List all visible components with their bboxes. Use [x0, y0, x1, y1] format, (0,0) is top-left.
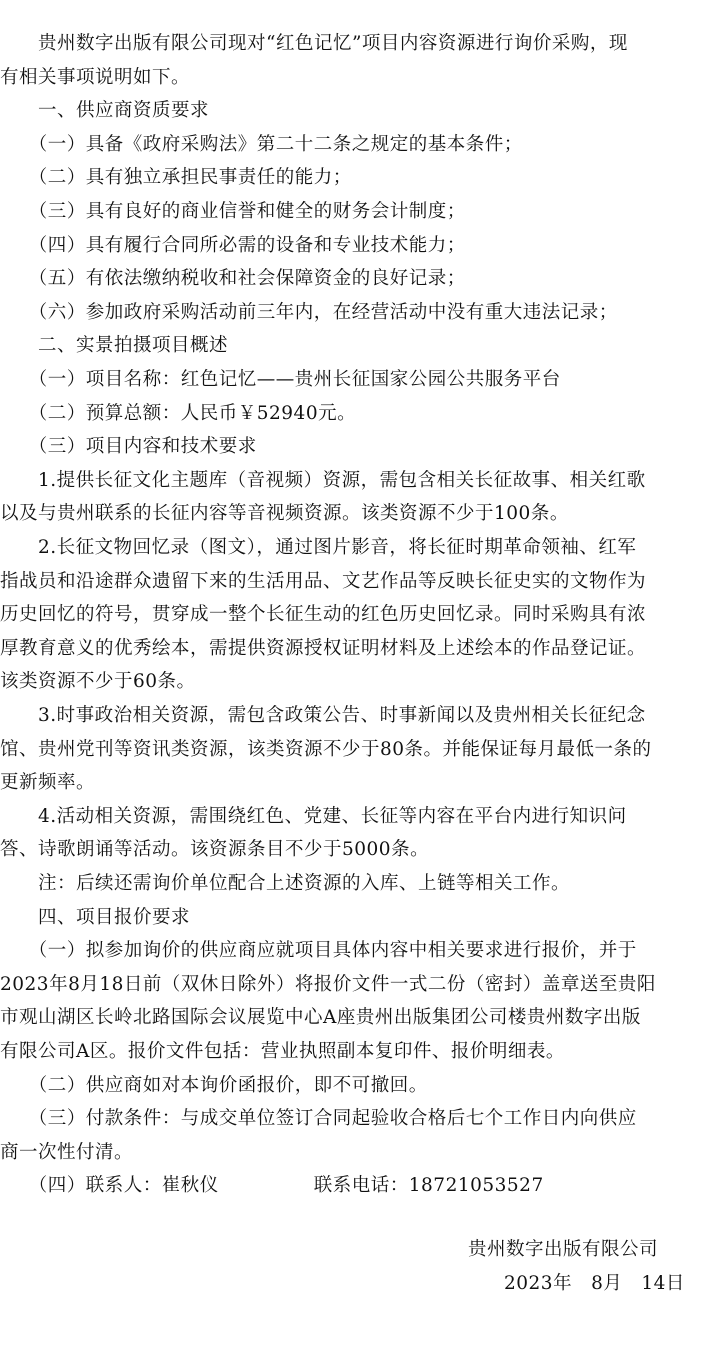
text-line: 4.活动相关资源，需围绕红色、党建、长征等内容在平台内进行知识问	[0, 805, 627, 827]
text-line: 1.提供长征文化主题库（音视频）资源，需包含相关长征故事、相关红歌	[0, 469, 646, 491]
text-line: （六）参加政府采购活动前三年内，在经营活动中没有重大违法记录；	[0, 301, 618, 323]
text-line: 该类资源不少于60条。	[0, 671, 196, 693]
text-line: 指战员和沿途群众遗留下来的生活用品、文艺作品等反映长征史实的文物作为	[0, 570, 647, 592]
text-line: 市观山湖区长岭北路国际会议展览中心A座贵州出版集团公司楼贵州数字出版	[0, 1007, 641, 1029]
text-line: 馆、贵州党刊等资讯类资源，该类资源不少于80条。并能保证每月最低一条的	[0, 738, 652, 760]
text-line: 历史回忆的符号，贯穿成一整个长征生动的红色历史回忆录。同时采购具有浓	[0, 604, 647, 626]
text-line: （三）项目内容和技术要求	[0, 436, 257, 458]
text-line: （五）有依法缴纳税收和社会保障资金的良好记录；	[0, 268, 466, 290]
text-line: （三）具有良好的商业信誉和健全的财务会计制度；	[0, 201, 466, 222]
text-line: （三）付款条件：与成交单位签订合同起验收合格后七个工作日内向供应	[0, 1108, 637, 1130]
signature-date: 2023年 8月 14日	[504, 1273, 685, 1294]
signature-company: 贵州数字出版有限公司	[468, 1239, 659, 1260]
text-line: 二、实景拍摄项目概述	[0, 335, 229, 357]
text-line: 更新频率。	[0, 772, 96, 794]
text-line: （二）具有独立承担民事责任的能力；	[0, 167, 352, 189]
text-line: 2.长征文物回忆录（图文），通过图片影音，将长征时期革命领袖、红军	[0, 537, 637, 558]
text-line: （一）拟参加询价的供应商应就项目具体内容中相关要求进行报价，并于	[0, 940, 637, 962]
text-line: 3.时事政治相关资源，需包含政策公告、时事新闻以及贵州相关长征纪念	[0, 705, 646, 726]
text-line: （四）具有履行合同所必需的设备和专业技术能力；	[0, 234, 466, 256]
text-line: （二）预算总额：人民币￥52940元。	[0, 402, 357, 424]
text-line: 答、诗歌朗诵等活动。该资源条目不少于5000条。	[0, 839, 430, 861]
text-line: 贵州数字出版有限公司现对“红色记忆”项目内容资源进行询价采购，现	[0, 33, 628, 54]
text-line: 商一次性付清。	[0, 1141, 134, 1163]
text-line: 以及与贵州联系的长征内容等音视频资源。该类资源不少于100条。	[0, 503, 569, 525]
text-line: 四、项目报价要求	[0, 906, 191, 928]
text-line: （一）项目名称：红色记忆——贵州长征国家公园公共服务平台	[0, 369, 561, 390]
text-line: 有相关事项说明如下。	[0, 66, 191, 88]
text-line: （四）联系人：崔秋仪 联系电话：18721053527	[0, 1175, 544, 1197]
text-line: （一）具备《政府采购法》第二十二条之规定的基本条件；	[0, 133, 523, 155]
text-line: 一、供应商资质要求	[0, 100, 210, 122]
text-line: 有限公司A区。报价文件包括：营业执照副本复印件、报价明细表。	[0, 1041, 565, 1062]
text-line: （二）供应商如对本询价函报价，即不可撤回。	[0, 1074, 428, 1096]
text-line: 厚教育意义的优秀绘本，需提供资源授权证明材料及上述绘本的作品登记证。	[0, 637, 647, 659]
text-line: 注：后续还需询价单位配合上述资源的入库、上链等相关工作。	[0, 873, 571, 894]
text-line: 2023年8月18日前（双休日除外）将报价文件一式二份（密封）盖章送至贵阳	[0, 973, 656, 995]
